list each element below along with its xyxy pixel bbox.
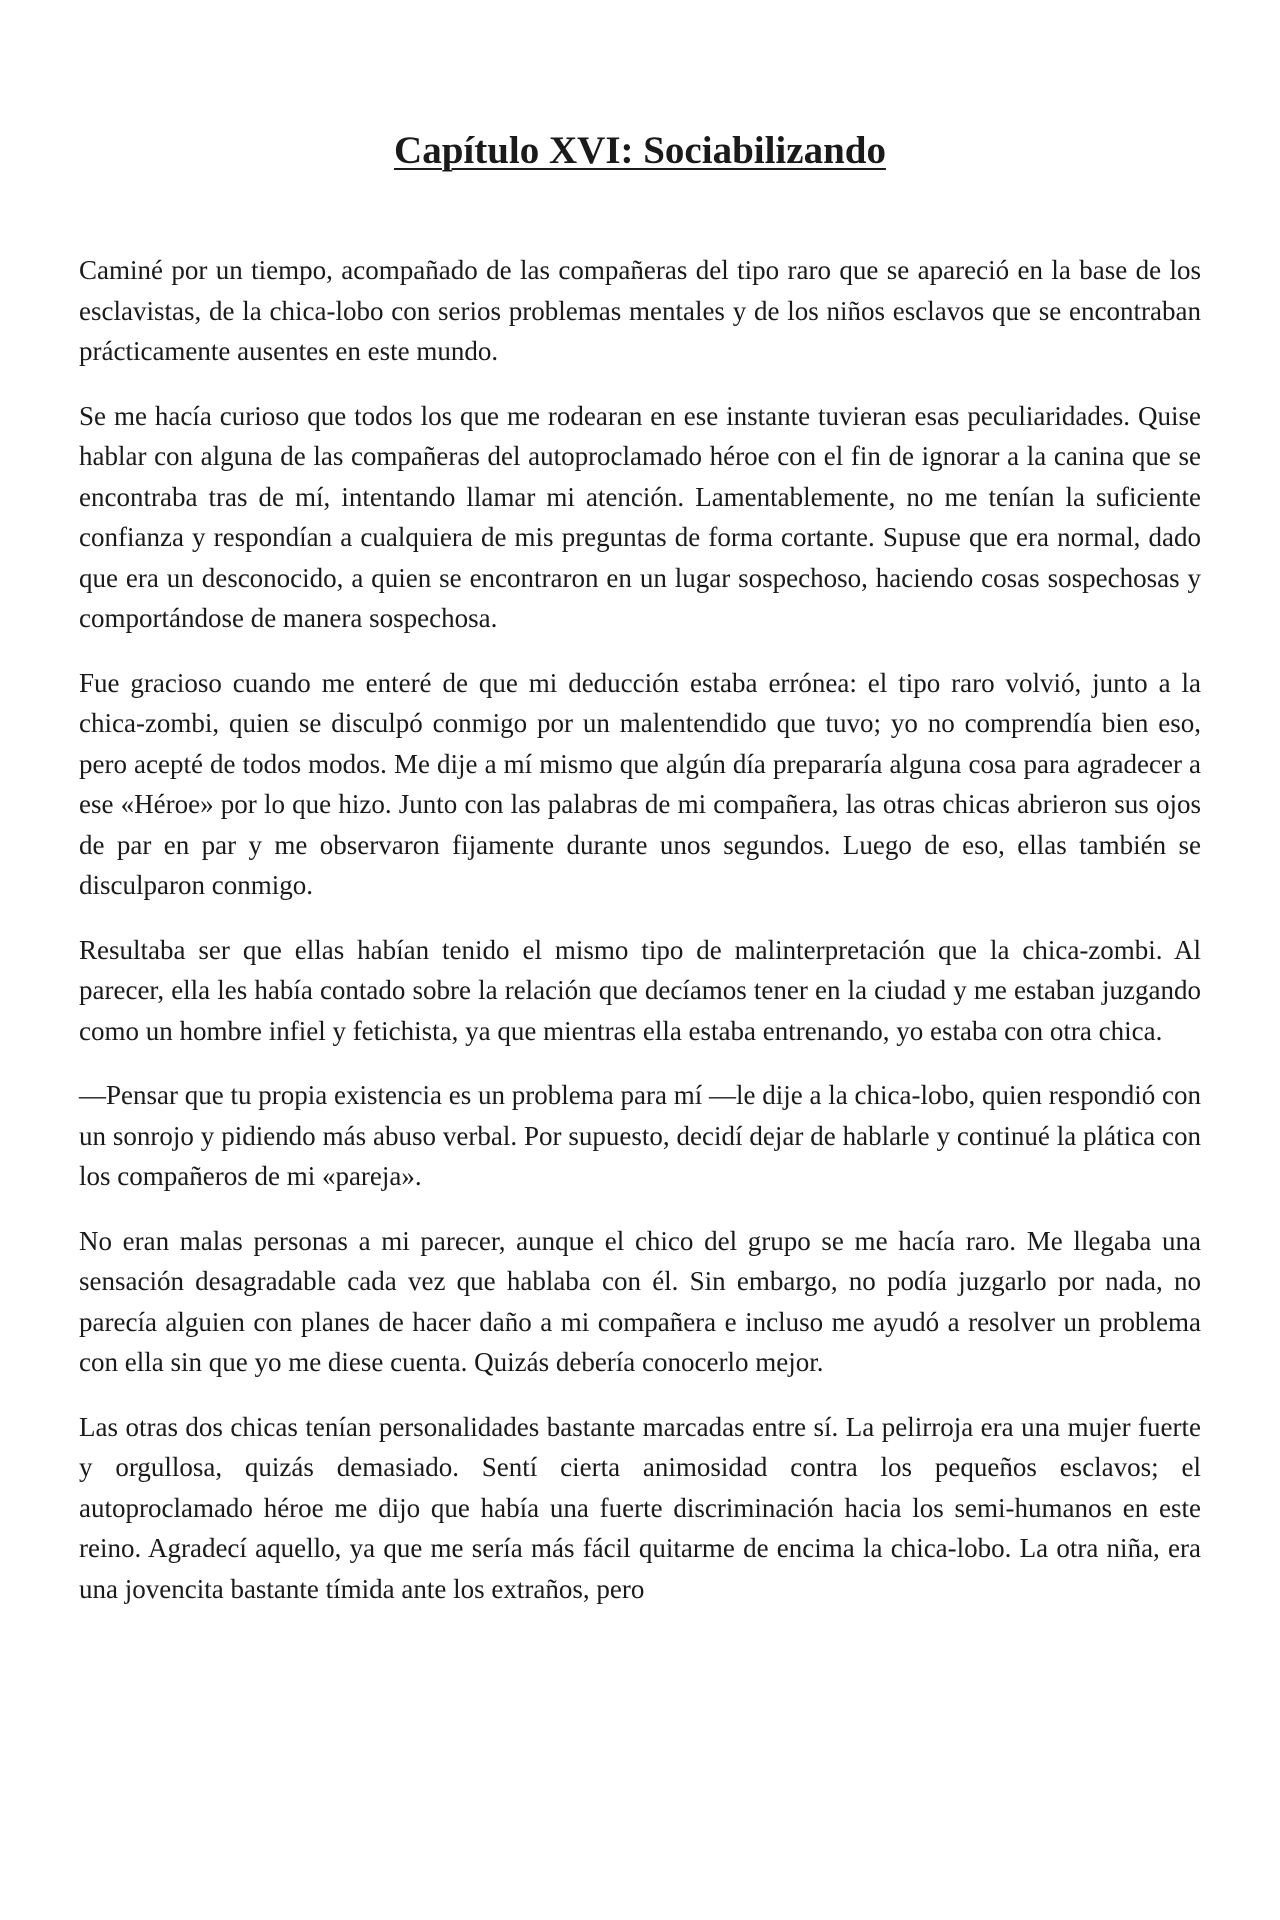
chapter-body (79, 250, 1201, 1633)
paragraph: —Pensar que tu propia existencia es un problema para mí —le dije a la chica-lobo, quien respondió con un sonrojo y pidiendo más abuso verbal. Por supuesto, decidí dejar de hablarle y continué la plática con los compañeros de mi «pareja». (79, 1080, 1201, 1191)
paragraph: Caminé por un tiempo, acompañado de las compañeras del tipo raro que se apareció en la base de los esclavistas, de la chica-lobo con serios problemas mentales y de los niños esclavos que se encontraban prácticamente ausentes en este mundo. (79, 255, 1201, 366)
chapter-title: Capítulo XVI: Sociabilizando (394, 129, 886, 172)
paragraph: Resultaba ser que ellas habían tenido el mismo tipo de malinterpretación que la chica-zombi. Al parecer, ella les había contado sobre la relación que decíamos tener en la ciudad y me estaban juzgando como un hombre infiel y fetichista, ya que mientras ella estaba entrenando, yo estaba con otra chica. (79, 934, 1201, 1046)
paragraph: Se me hacía curioso que todos los que me rodearan en ese instante tuvieran esas peculiaridades. Quise hablar con alguna de las compañeras del autoproclamado héroe con el fin de ignorar a la canina que se encontraba tras de mí, intentando llamar mi atención. Lamentablemente, no me tenían la suficiente confianza y respondían a cualquiera de mis preguntas de forma cortante. Supuse que era normal, dado que era un desconocido, a quien se encontraron en un lugar sospechoso, haciendo cosas sospechosas y comportándose de manera sospechosa. (79, 400, 1201, 633)
paragraph: Fue gracioso cuando me enteré de que mi deducción estaba errónea: el tipo raro volvió, junto a la chica-zombi, quien se disculpó conmigo por un malentendido que tuvo; yo no comprendía bien eso, pero acepté de todos modos. Me dije a mí mismo que algún día prepararía alguna cosa para agradecer a ese «Héroe» por lo que hizo. Junto con las palabras de mi compañera, las otras chicas abrieron sus ojos de par en par y me observaron fijamente durante unos segundos. Luego de eso, ellas también se disculparon conmigo. (79, 667, 1201, 900)
paragraph: Las otras dos chicas tenían personalidades bastante marcadas entre sí. La pelirroja era una mujer fuerte y orgullosa, quizás demasiado. Sentí cierta animosidad contra los pequeños esclavos; el autoproclamado héroe me dijo que había una fuerte discriminación hacia los semi-humanos en este reino. Agradecí aquello, ya que me sería más fácil quitarme de encima la chica-lobo. La otra niña, era una jovencita bastante tímida ante los extraños, pero (79, 1411, 1201, 1604)
paragraph: No eran malas personas a mi parecer, aunque el chico del grupo se me hacía raro. Me llegaba una sensación desagradable cada vez que hablaba con él. Sin embargo, no podía juzgarlo por nada, no parecía alguien con planes de hacer daño a mi compañera e incluso me ayudó a resolver un problema con ella sin que yo me diese cuenta. Quizás debería conocerlo mejor. (79, 1225, 1201, 1377)
